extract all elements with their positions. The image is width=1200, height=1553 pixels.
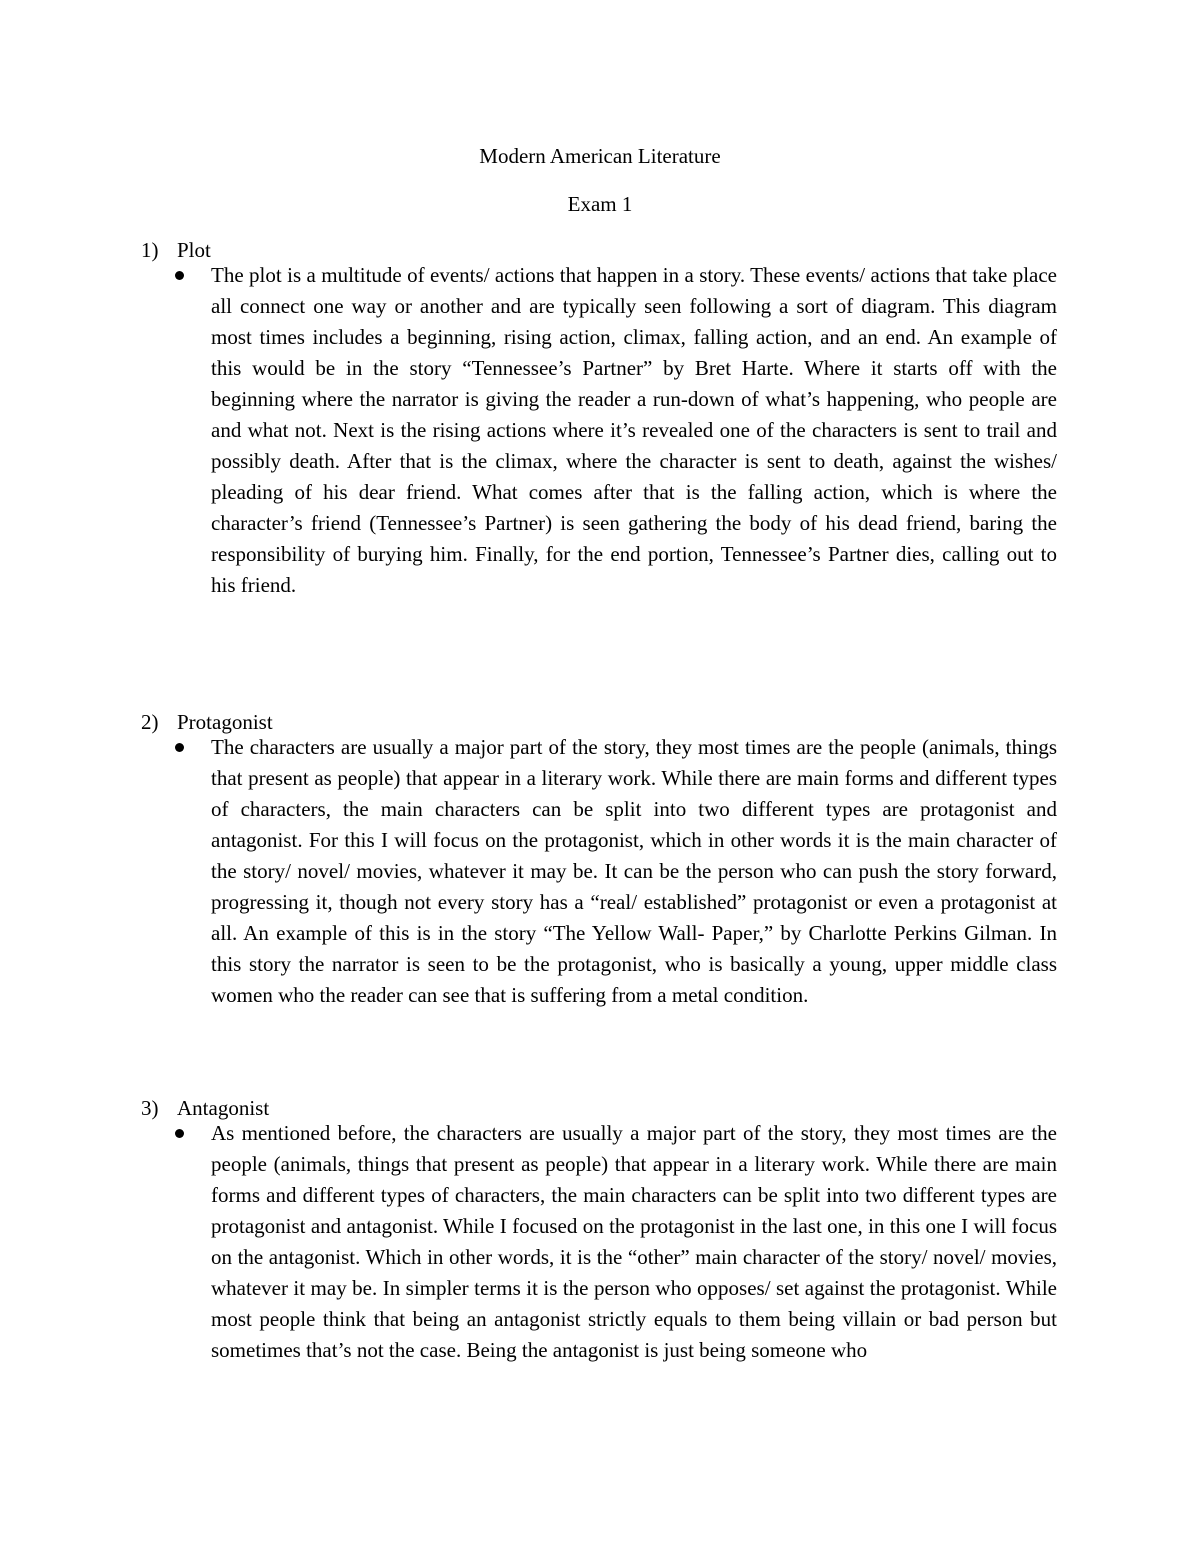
section-number: 2) bbox=[141, 710, 159, 734]
section-heading bbox=[141, 1096, 269, 1120]
document-subtitle: Exam 1 bbox=[567, 192, 633, 216]
section-number: 3) bbox=[141, 1096, 159, 1120]
section-number: 1) bbox=[141, 238, 159, 262]
section-heading-label: Plot bbox=[177, 238, 211, 262]
section-paragraph: As mentioned before, the characters are usually a major part of the story, they most times are the people (animals, things that present as people) that appear in a literary work. While there are main forms and different types of characters, the main characters can be split into two different types are protagonist and antagonist. While I focused on the protagonist in the last one, in this one I will focus on the antagonist. Which in other words, it is the “other” main character of the story/ novel/ movies, whatever it may be. In simpler terms it is the person who opposes/ set against the protagonist. While most people think that being an antagonist strictly equals to them being villain or bad person but sometimes that’s not the case. Being the antagonist is just being someone who bbox=[211, 1121, 1057, 1362]
section-paragraph: The plot is a multitude of events/ actions that happen in a story. These events/ actions that take place all connect one way or another and are typically seen following a sort of diagram. This diagram most times includes a beginning, rising action, climax, falling action, and an end. An example of this would be in the story “Tennessee’s Partner” by Bret Harte. Where it starts off with the beginning where the narrator is giving the reader a run-down of what’s happening, who people are and what not. Next is the rising actions where it’s revealed one of the characters is sent to trail and possibly death. After that is the climax, where the character is sent to death, against the wishes/ pleading of his dear friend. What comes after that is the falling action, which is where the character’s friend (Tennessee’s Partner) is seen gathering the body of his dead friend, baring the responsibility of burying him. Finally, for the end portion, Tennessee’s Partner dies, calling out to his friend. bbox=[211, 263, 1057, 597]
section-heading bbox=[141, 710, 273, 734]
section-heading-label: Protagonist bbox=[177, 710, 273, 734]
document-title: Modern American Literature bbox=[479, 144, 721, 168]
section-heading-label: Antagonist bbox=[177, 1096, 270, 1120]
section-paragraph: The characters are usually a major part of the story, they most times are the people (animals, things that present as people) that appear in a literary work. While there are main forms and different types of characters, the main characters can be split into two different types are protagonist and antagonist. For this I will focus on the protagonist, which in other words it is the main character of the story/ novel/ movies, whatever it may be. It can be the person who can push the story forward, progressing it, though not every story has a “real/ established” protagonist or even a protagonist at all. An example of this is in the story “The Yellow Wall- Paper,” by Charlotte Perkins Gilman. In this story the narrator is seen to be the protagonist, who is basically a young, upper middle class women who the reader can see that is suffering from a metal condition. bbox=[211, 735, 1057, 1007]
bullet-icon bbox=[175, 743, 184, 752]
bullet-icon bbox=[175, 1129, 184, 1138]
section-heading bbox=[141, 238, 211, 262]
bullet-icon bbox=[175, 271, 184, 280]
